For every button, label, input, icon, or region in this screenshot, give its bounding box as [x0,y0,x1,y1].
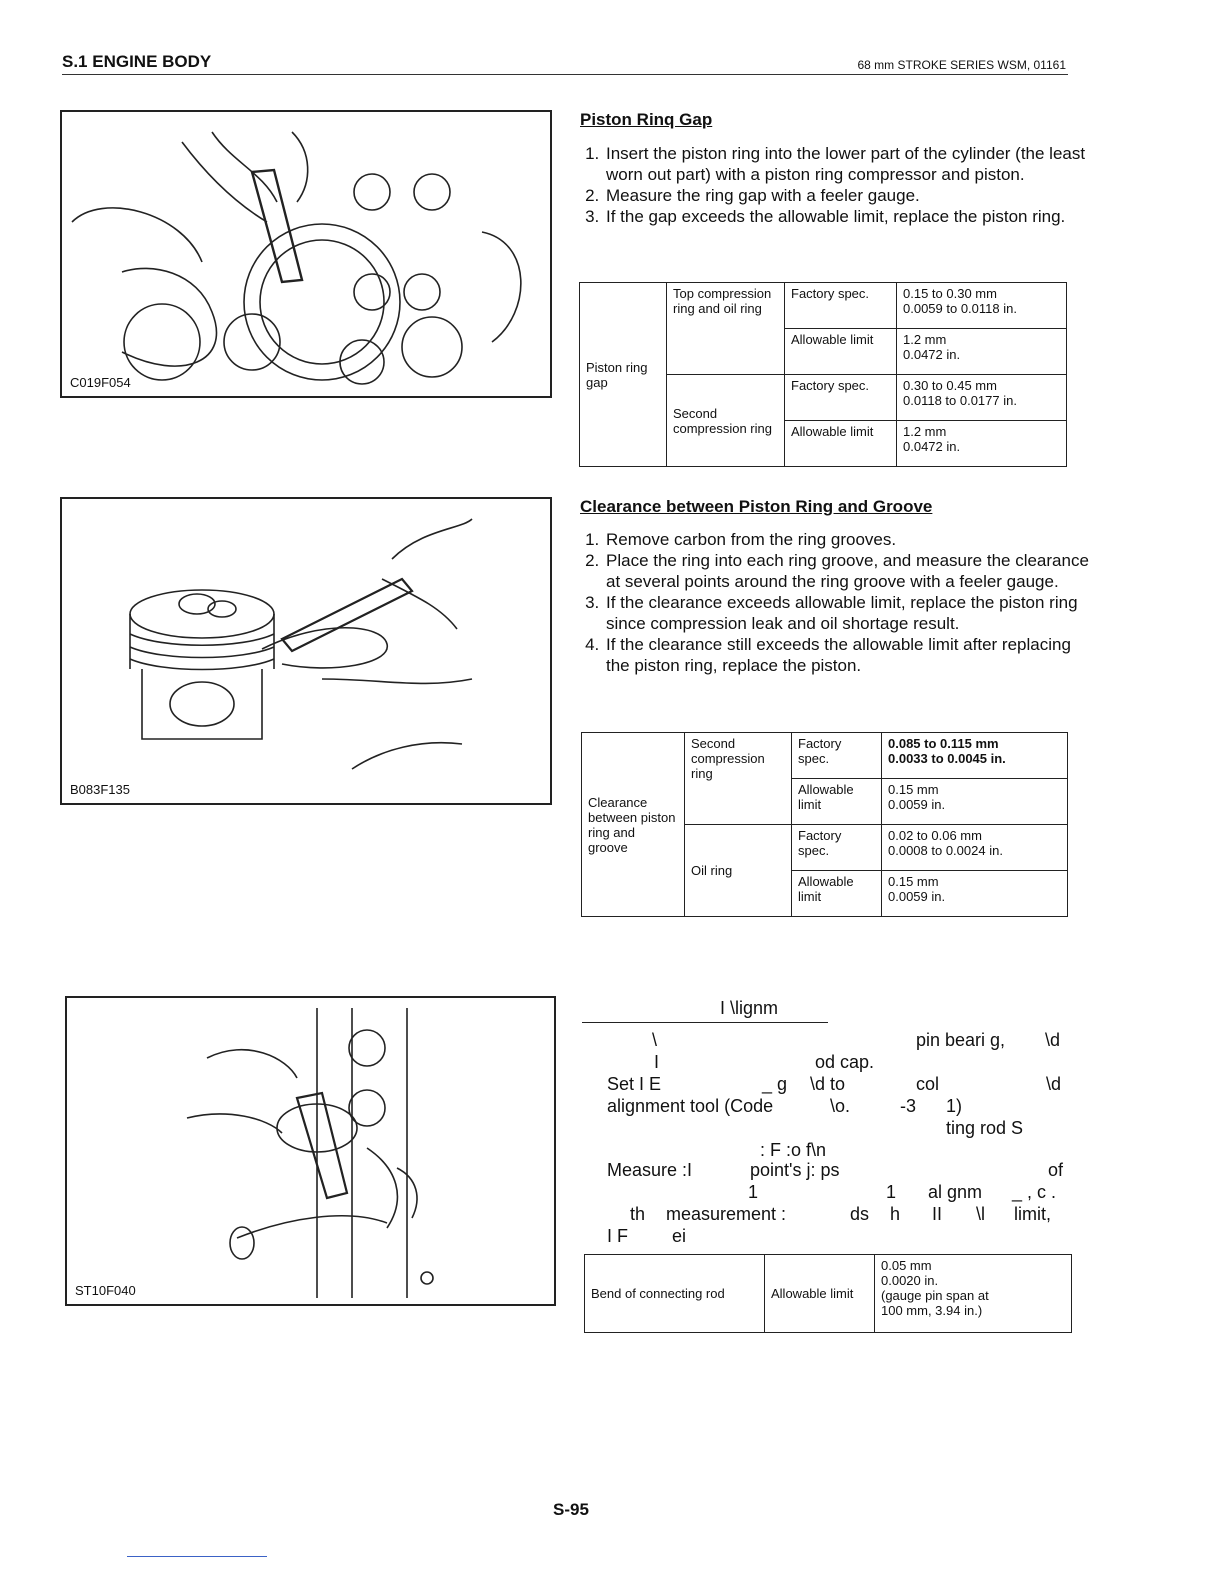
figure-2-code: B083F135 [70,782,130,797]
section2-step: 1. Remove carbon from the ring grooves. [604,529,1089,550]
section2-step: 4. If the clearance still exceeds the allowable limit after replacing the piston ring, replace the piston. [604,634,1089,676]
table1-value: 0.30 to 0.45 mm 0.0118 to 0.0177 in. [897,375,1067,421]
text-fragment: _ , c . [1012,1182,1057,1202]
section1-title: Piston Rinq Gap [580,110,713,129]
table1-value: 0.15 to 0.30 mm 0.0059 to 0.0118 in. [897,283,1067,329]
text-fragment: measurement : [666,1204,787,1224]
text-fragment: \d to [810,1074,846,1094]
section3-text [600,1030,1070,1245]
header-rule [62,74,1068,75]
table2-value: 0.02 to 0.06 mm 0.0008 to 0.0024 in. [882,825,1068,871]
table1-kind: Factory spec. [785,375,897,421]
section2-step: 3. If the clearance exceeds allowable limit, replace the piston ring since compression leak and oil shortage result. [604,592,1089,634]
table2-value: 0.15 mm 0.0059 in. [882,779,1068,825]
table2-value: 0.085 to 0.115 mm 0.0033 to 0.0045 in. [882,733,1068,779]
text-fragment: ds [850,1204,870,1224]
footer-rule [127,1556,267,1557]
text-fragment: point's j: ps [750,1160,840,1180]
table1-group: Piston ring gap [580,283,667,467]
section2-step: 2. Place the ring into each ring groove, and measure the clearance at several points around the ring groove with a feeler gauge. [604,550,1089,592]
text-fragment: -3 [900,1096,917,1116]
text-fragment: : F :o f\n [760,1140,827,1160]
piston-ring-gap-table [579,282,1067,467]
section2-steps [580,529,1089,676]
figure-1-illustration [62,112,550,396]
table1-value: 1.2 mm 0.0472 in. [897,329,1067,375]
series-label: 68 mm STROKE SERIES WSM, 01161 [857,58,1066,72]
table2-kind: Factory spec. [792,733,882,779]
section2-title: Clearance between Piston Ring and Groove [580,497,933,516]
table2-kind: Allowable limit [792,779,882,825]
text-fragment: h [890,1204,901,1224]
table1-part: Top compression ring and oil ring [667,283,785,375]
figure-1 [60,110,552,398]
bend-table [584,1254,1072,1333]
section1-step: 2. Measure the ring gap with a feeler gauge. [604,185,1089,206]
table1-kind: Factory spec. [785,283,897,329]
figure-2-illustration [62,499,550,803]
section1-step: 1. Insert the piston ring into the lower part of the cylinder (the least worn out part) with a piston ring compressor and piston. [604,143,1089,185]
table2-part: Second compression ring [685,733,792,825]
table1-value: 1.2 mm 0.0472 in. [897,421,1067,467]
text-fragment: I [654,1052,660,1072]
table1-part: Second compression ring [667,375,785,467]
section1-step: 3. If the gap exceeds the allowable limit, replace the piston ring. [604,206,1089,227]
text-fragment: alignment tool (Code [607,1096,774,1116]
text-fragment: od cap. [815,1052,875,1072]
text-fragment: 1 [748,1182,759,1202]
table1-kind: Allowable limit [785,329,897,375]
section1-steps [580,143,1089,227]
text-fragment: I F [607,1226,628,1246]
table2-kind: Factory spec. [792,825,882,871]
text-fragment: of [1048,1160,1064,1180]
text-fragment: ei [672,1226,687,1246]
text-fragment: II [932,1204,943,1224]
table2-value: 0.15 mm 0.0059 in. [882,871,1068,917]
text-fragment: Measure :I [607,1160,693,1180]
table2-part: Oil ring [685,825,792,917]
text-fragment: Set I E [607,1074,662,1094]
figure-1-code: C019F054 [70,375,131,390]
text-fragment: limit, [1014,1204,1051,1224]
figure-3-illustration [67,998,554,1304]
text-fragment: 1) [946,1096,963,1116]
text-fragment: ting rod S [946,1118,1024,1138]
text-fragment: \o. [830,1096,851,1116]
text-fragment: al gnm [928,1182,983,1202]
text-fragment: _ g [762,1074,788,1094]
section-heading: S.1 ENGINE BODY [62,52,212,71]
text-fragment: \ [652,1030,658,1050]
text-fragment: pin beari g, [916,1030,1006,1050]
figure-2 [60,497,552,805]
text-fragment: \d [1045,1030,1061,1050]
section3-title: I \lignm [720,998,779,1018]
table2-kind: Allowable limit [792,871,882,917]
text-fragment: \d [1046,1074,1062,1094]
figure-3-code: ST10F040 [75,1283,136,1298]
figure-3 [65,996,556,1306]
text-fragment: th [630,1204,646,1224]
table3-kind: Allowable limit [765,1255,875,1333]
table2-group: Clearance between piston ring and groove [582,733,685,917]
section3-title-rule [582,1022,828,1023]
table3-part: Bend of connecting rod [585,1255,765,1333]
text-fragment: col [916,1074,940,1094]
table1-kind: Allowable limit [785,421,897,467]
page-number: S-95 [553,1500,589,1519]
text-fragment: \l [976,1204,985,1224]
table3-value: 0.05 mm 0.0020 in. (gauge pin span at 100 mm, 3.94 in.) [875,1255,1072,1333]
text-fragment: 1 [886,1182,897,1202]
ring-groove-clearance-table [581,732,1068,917]
